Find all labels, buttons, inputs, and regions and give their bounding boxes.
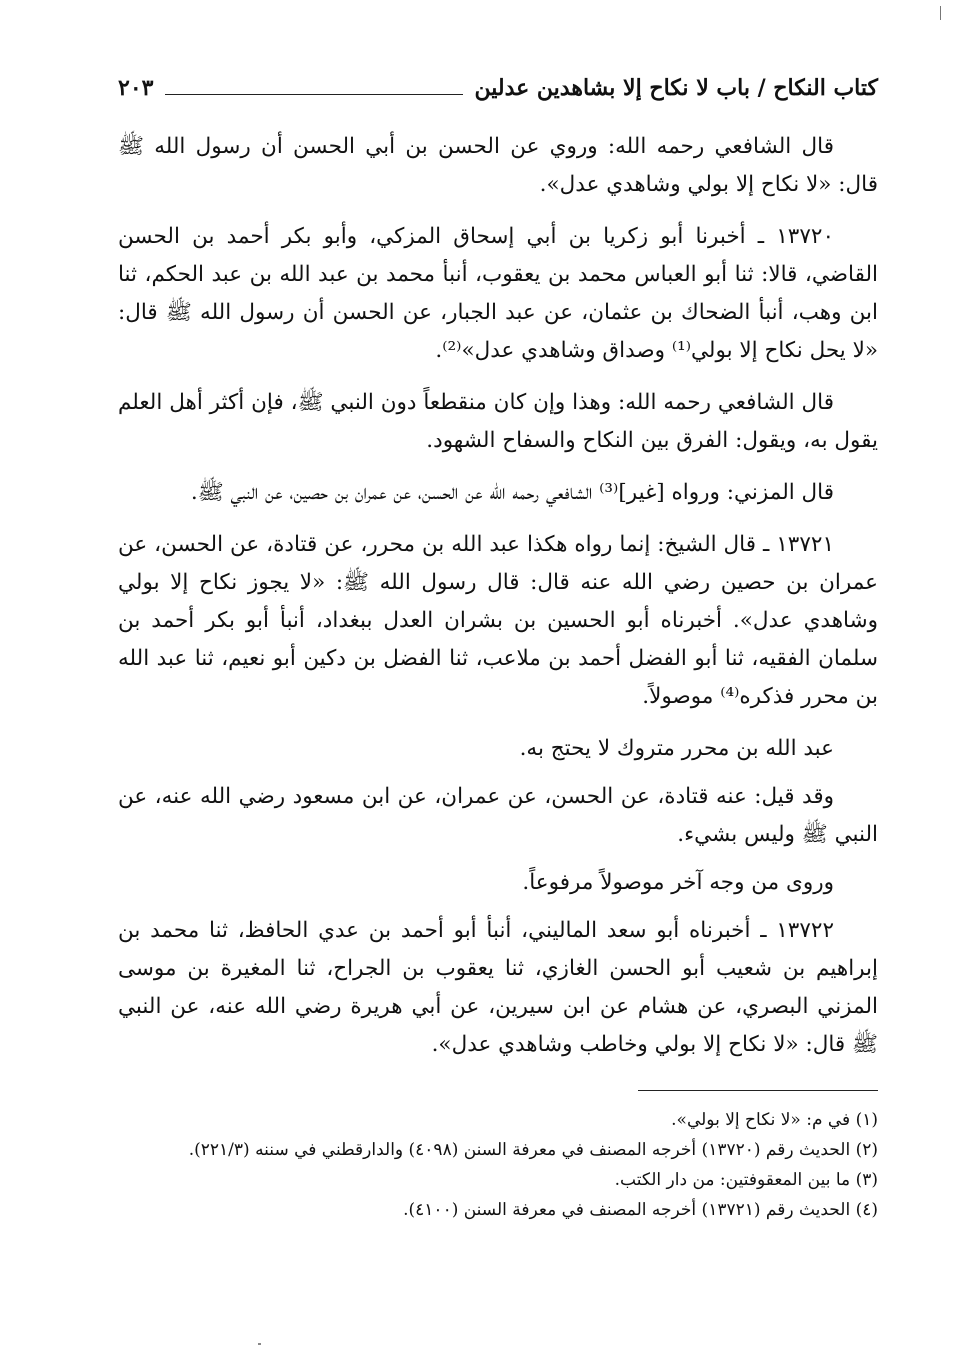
- paragraph-hadith-13720: ١٣٧٢٠ ـ أخبرنا أبو زكريا بن أبي إسحاق المزكي، وأبو بكر أحمد بن الحسن القاضي، قالا: ثنا أبو العباس محمد بن يعقوب، أنبأ محمد بن عبد الله بن عبد الحكم، ثنا ابن وهب، أنبأ الضحاك بن عثمان، عن عبد الجبار، عن الحسن أن رسول الله ﷺ قال: «لا يحل نكاح إلا بولي⁽¹⁾ وصداق وشاهدي عدل»⁽²⁾.: [118, 224, 878, 363]
- header-rule: [165, 94, 462, 95]
- footnote-3: (٣) ما بين المعقوفتين: من دار الكتب.: [614, 1170, 878, 1190]
- footnote-4: (٤) الحديث رقم (١٣٧٢١) أخرجه المصنف في معرفة السنن (٤١٠٠).: [403, 1200, 878, 1220]
- scan-speck: [258, 1343, 261, 1345]
- paragraph-hadith-13722: ١٣٧٢٢ ـ أخبرناه أبو سعد الماليني، أنبأ أبو أحمد بن عدي الحافظ، ثنا محمد بن إبراهيم بن شعيب أبو الحسن الغازي، ثنا يعقوب بن الجراح، ثنا المغيرة بن موسى المزني البصري، عن هشام عن ابن سيرين، عن أبي هريرة رضي الله عنه، عن النبي ﷺ قال: «لا نكاح إلا بولي وخاطب وشاهدي عدل».: [118, 918, 878, 1057]
- footnotes: [118, 1105, 878, 1225]
- page-edge-mark: [940, 6, 945, 20]
- book-page: [118, 60, 878, 1225]
- paragraph-qila: وقد قيل: عنه قتادة، عن الحسن، عن عمران، عن ابن مسعود رضي الله عنه، عن النبي ﷺ وليس بشيء.: [118, 784, 878, 847]
- paragraph-ibn-muharrar: عبد الله بن محرر متروك لا يحتج به.: [519, 736, 834, 761]
- body-text: [118, 128, 878, 1064]
- footnote-1: (١) في م: «لا نكاح إلا بولي».: [671, 1110, 878, 1130]
- running-header: [118, 60, 878, 116]
- paragraph-hadith-13721: ١٣٧٢١ ـ قال الشيخ: إنما رواه هكذا عبد الله بن محرر، عن قتادة، عن الحسن، عن عمران بن حصين رضي الله عنه قال: قال رسول الله ﷺ: «لا يجوز نكاح إلا بولي وشاهدي عدل». أخبرناه أبو الحسين بن بشران العدل ببغداد، أنبأ أبو بكر أحمد بن سلمان الفقيه، ثنا أبو الفضل أحمد بن ملاعب، ثنا الفضل بن دكين أبو نعيم، ثنا عبد الله بن محرر فذكره⁽⁴⁾ موصولاً.: [118, 532, 878, 709]
- footnote-2: (٢) الحديث رقم (١٣٧٢٠) أخرجه المصنف في معرفة السنن (٤٠٩٨) والدارقطني في سننه (٢٢١/٣).: [188, 1140, 878, 1160]
- footnote-separator: [638, 1090, 878, 1091]
- chapter-title: كتاب النكاح / باب لا نكاح إلا بشاهدين عدلين: [474, 75, 878, 101]
- paragraph-muzani: قال المزني: ورواه [غير]⁽³⁾ الشافعي رحمه الله عن الحسن، عن عمران بن حصين، عن النبي ﷺ.: [190, 480, 834, 505]
- paragraph-rawa: وروى من وجه آخر موصولاً مرفوعاً.: [522, 870, 834, 895]
- paragraph-shafii-quote: قال الشافعي رحمه الله: وروي عن الحسن بن أبي الحسن أن رسول الله ﷺ قال: «لا نكاح إلا بولي وشاهدي عدل».: [118, 134, 878, 197]
- page-number: ٢٠٣: [118, 75, 154, 101]
- paragraph-shafii-comment: قال الشافعي رحمه الله: وهذا وإن كان منقطعاً دون النبي ﷺ، فإن أكثر أهل العلم يقول به، ويقول: الفرق بين النكاح والسفاح الشهود.: [118, 390, 878, 453]
